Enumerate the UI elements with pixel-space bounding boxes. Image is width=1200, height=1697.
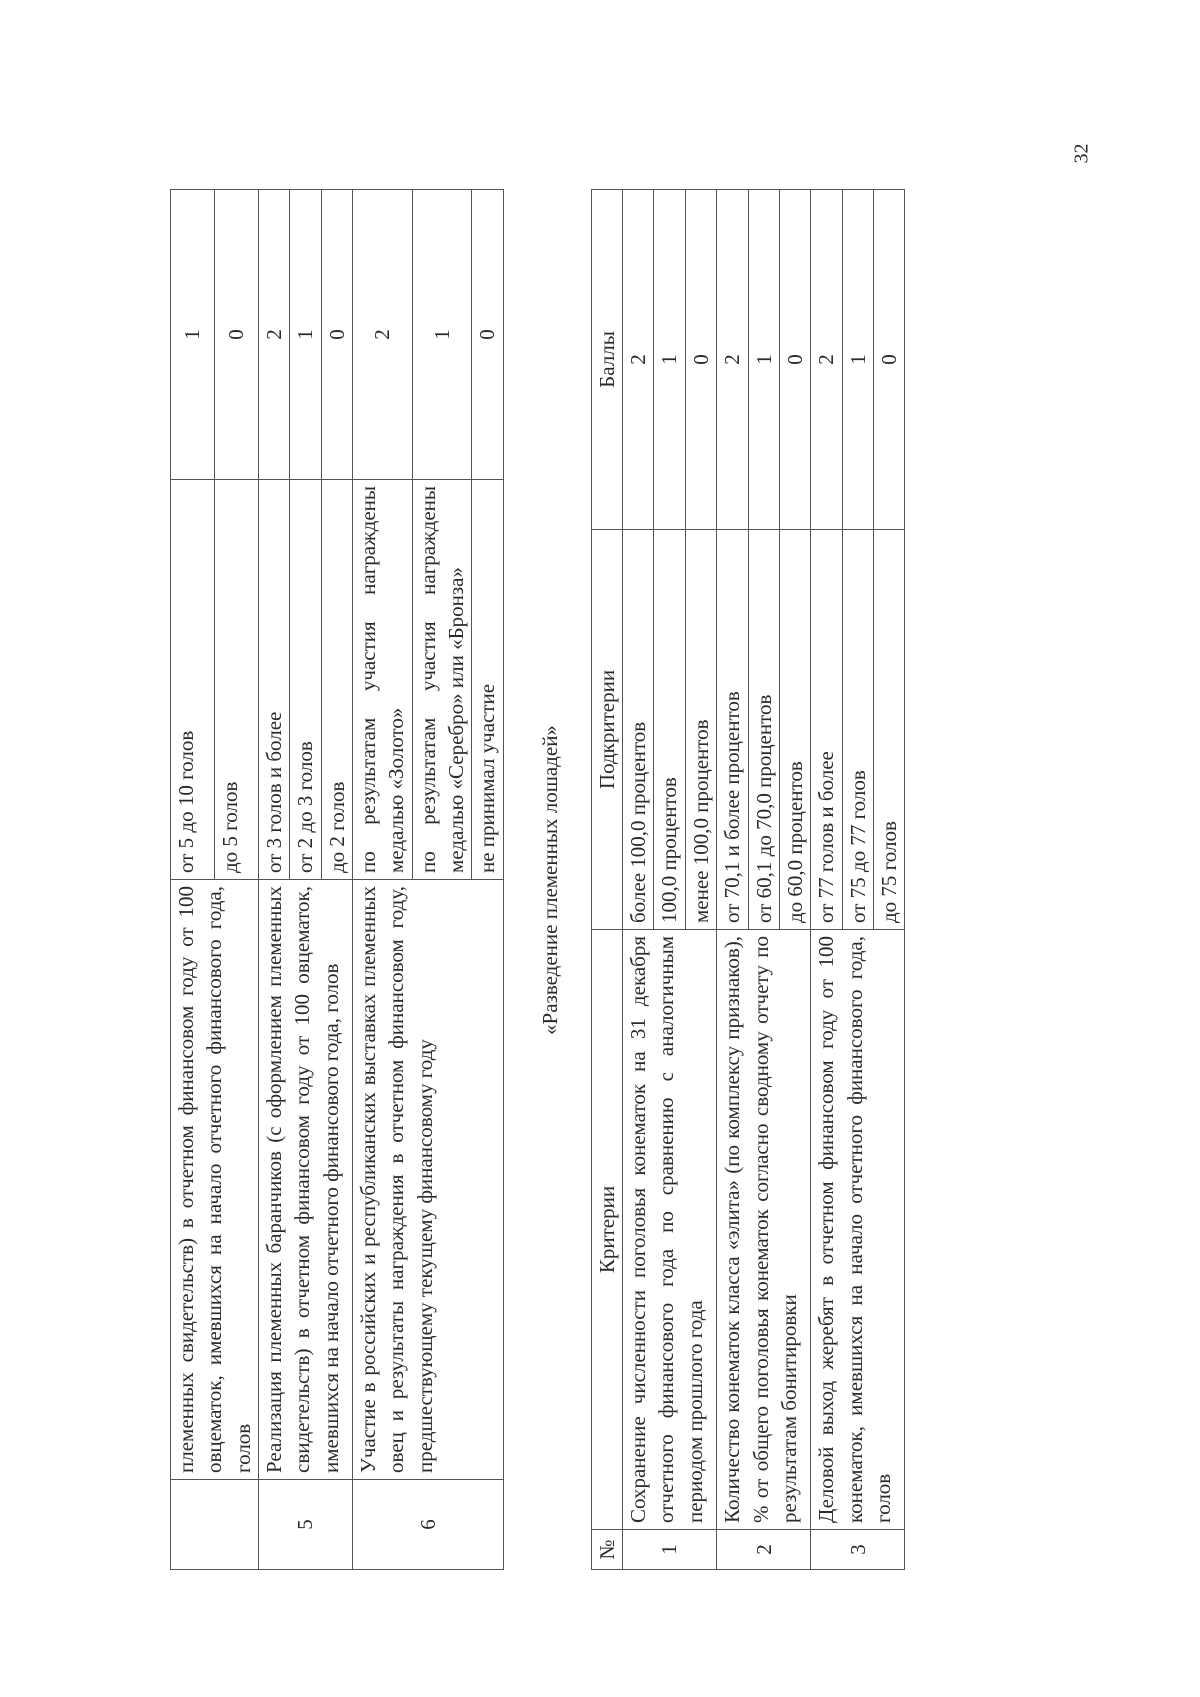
subcriterion-text: менее 100,0 процентов xyxy=(685,530,716,930)
criterion-number xyxy=(171,1480,259,1570)
criterion-text: Сохранение численности поголовья конематок на 31 декабря отчетного финансового года по сравнению с аналогичным периодом прошлого года xyxy=(623,930,717,1530)
table-row xyxy=(171,190,215,1570)
subcriterion-text: от 3 голов и более xyxy=(259,480,290,880)
points-value: 0 xyxy=(472,190,503,480)
subcriterion-text: от 5 до 10 голов xyxy=(171,480,215,880)
points-value: 1 xyxy=(171,190,215,480)
header-subcriterion: Подкритерии xyxy=(591,530,622,930)
page-number: 32 xyxy=(1070,143,1093,164)
section-title: «Разведение племенных лошадей» xyxy=(537,725,562,1035)
header-criterion: Критерии xyxy=(591,930,622,1530)
table-header-row xyxy=(591,190,622,1570)
criterion-number: 5 xyxy=(259,1480,353,1570)
criterion-text: племенных свидетельств) в отчетном финансовом году от 100 овцематок, имевшихся на начало отчетного финансового года, голов xyxy=(171,880,259,1480)
subcriterion-text: более 100,0 процентов xyxy=(623,530,654,930)
subcriterion-text: от 60,1 до 70,0 процентов xyxy=(748,530,779,930)
points-value: 1 xyxy=(412,190,472,480)
points-value: 0 xyxy=(215,190,259,480)
header-points: Баллы xyxy=(591,190,622,530)
sheep-criteria-table-continued xyxy=(170,189,504,1570)
subcriterion-text: от 70,1 и более процентов xyxy=(717,530,748,930)
subcriterion-text: до 5 голов xyxy=(215,480,259,880)
points-value: 1 xyxy=(290,190,321,480)
points-value: 2 xyxy=(717,190,748,530)
subcriterion-text: по результатам участия награждены медалью «Серебро» или «Бронза» xyxy=(412,480,472,880)
subcriterion-text: от 75 до 77 голов xyxy=(842,530,873,930)
rotated-page-content xyxy=(170,190,1060,1570)
subcriterion-text: от 2 до 3 голов xyxy=(290,480,321,880)
criterion-text: Деловой выход жеребят в отчетном финансовом году от 100 конематок, имевшихся на начало отчетного финансового года, голов xyxy=(811,930,905,1530)
subcriterion-text: 100,0 процентов xyxy=(654,530,685,930)
table-row xyxy=(623,190,654,1570)
criterion-number: 6 xyxy=(353,1480,504,1570)
points-value: 2 xyxy=(623,190,654,530)
subcriterion-text: до 75 голов xyxy=(873,530,904,930)
table-row xyxy=(811,190,842,1570)
horse-breeding-criteria-table xyxy=(591,189,905,1570)
points-value: 1 xyxy=(748,190,779,530)
criterion-number: 3 xyxy=(811,1530,905,1570)
points-value: 2 xyxy=(353,190,413,480)
criterion-text: Реализация племенных баранчиков (с оформлением племенных свидетельств) в отчетном финансовом году от 100 овцематок, имевшихся на начало отчетного финансового года, голов xyxy=(259,880,353,1480)
criterion-number: 1 xyxy=(623,1530,717,1570)
table-row xyxy=(259,190,290,1570)
subcriterion-text: до 2 голов xyxy=(321,480,352,880)
criterion-text: Участие в российских и республиканских выставках племенных овец и результаты награждения в отчетном финансовом году, предшествующему текущему финансовому году xyxy=(353,880,504,1480)
points-value: 2 xyxy=(259,190,290,480)
points-value: 0 xyxy=(873,190,904,530)
subcriterion-text: по результатам участия награждены медалью «Золото» xyxy=(353,480,413,880)
points-value: 1 xyxy=(654,190,685,530)
subcriterion-text: не принимал участие xyxy=(472,480,503,880)
table-row xyxy=(717,190,748,1570)
table-row xyxy=(353,190,413,1570)
points-value: 0 xyxy=(685,190,716,530)
criterion-number: 2 xyxy=(717,1530,811,1570)
points-value: 1 xyxy=(842,190,873,530)
criterion-text: Количество конематок класса «элита» (по комплексу признаков), % от общего поголовья конематок согласно сводному отчету по результатам бонитировки xyxy=(717,930,811,1530)
points-value: 2 xyxy=(811,190,842,530)
points-value: 0 xyxy=(779,190,810,530)
points-value: 0 xyxy=(321,190,352,480)
subcriterion-text: до 60,0 процентов xyxy=(779,530,810,930)
subcriterion-text: от 77 голов и более xyxy=(811,530,842,930)
header-num: № xyxy=(591,1530,622,1570)
